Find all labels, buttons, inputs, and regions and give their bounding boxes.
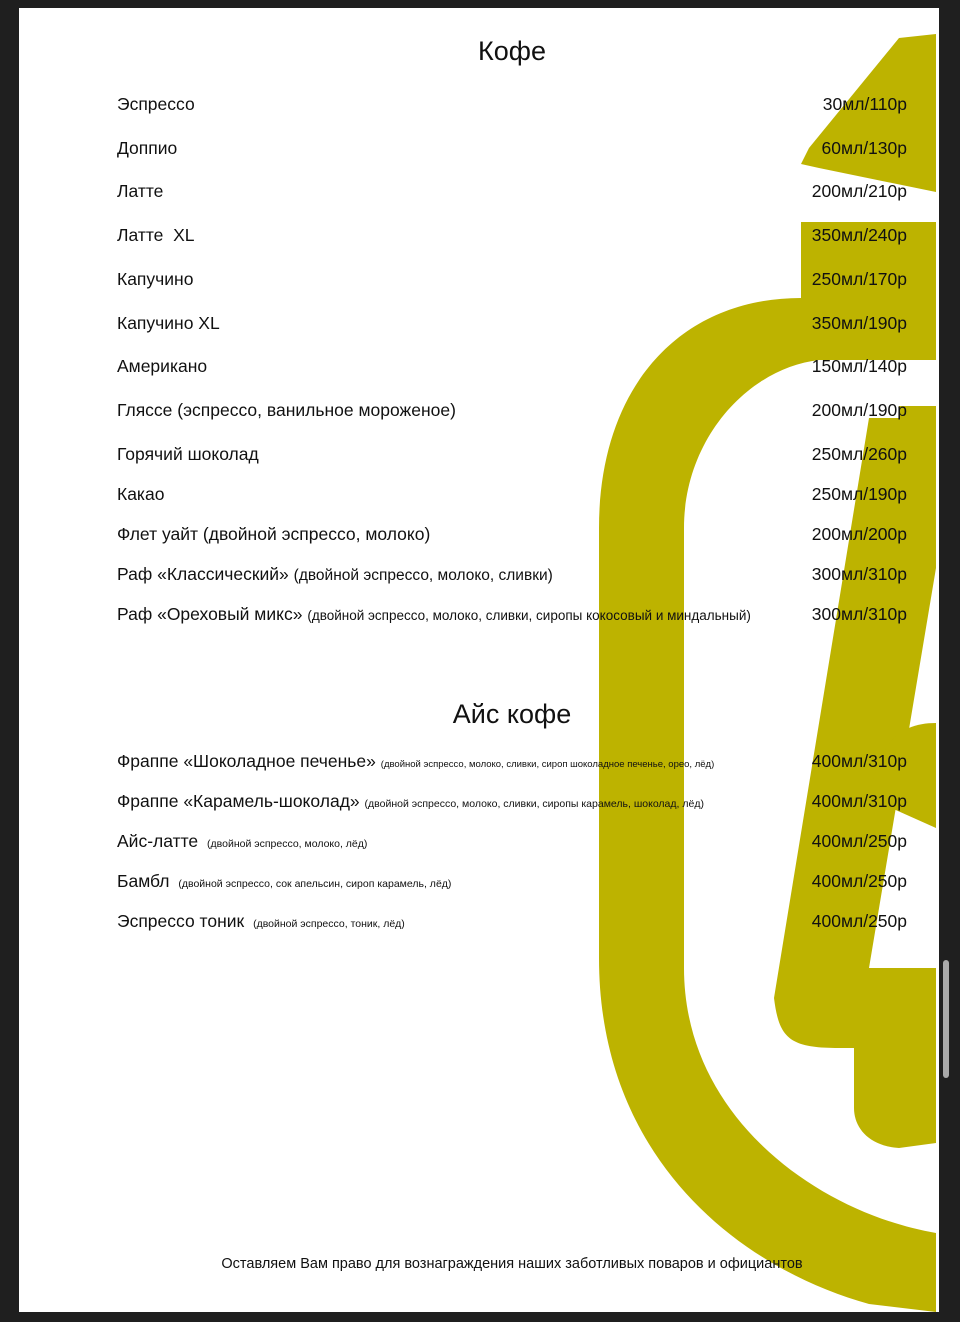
item-name: Эспрессо тоник: [117, 911, 245, 931]
menu-item: [117, 354, 907, 378]
menu-page: [19, 8, 939, 1312]
menu-item: [117, 562, 907, 586]
item-description: (двойной эспрессо, молоко, сливки, сироп шоколадное печенье, орео, лёд): [380, 759, 715, 770]
menu-item: [117, 267, 907, 291]
item-name: Фраппе «Карамель-шоколад»: [117, 791, 360, 811]
item-price: 350мл/240р: [811, 225, 907, 245]
menu-item: [117, 522, 907, 546]
item-description: (двойной эспрессо, молоко, лёд): [207, 838, 368, 850]
menu-item: [117, 136, 907, 160]
item-name: Капучино: [117, 269, 194, 289]
item-name: Доппио: [117, 138, 178, 158]
menu-item: [117, 442, 907, 466]
footer-note: Оставляем Вам право для вознаграждения наших заботливых поваров и официантов: [221, 1256, 803, 1272]
item-name: Латте: [117, 181, 164, 201]
item-description: (двойной эспрессо, сок апельсин, сироп карамель, лёд): [178, 878, 452, 890]
item-price: 30мл/110р: [822, 94, 907, 114]
item-name: Горячий шоколад: [117, 444, 259, 464]
coffee-section-title: Кофе: [478, 36, 546, 66]
item-price: 200мл/210р: [811, 181, 907, 201]
menu-item: [117, 829, 907, 853]
scrollbar-thumb[interactable]: [943, 960, 949, 1078]
item-price: 400мл/250р: [811, 911, 907, 931]
item-price: 200мл/200р: [811, 524, 907, 544]
item-price: 350мл/190р: [811, 313, 907, 333]
item-description: (двойной эспрессо, тоник, лёд): [253, 918, 405, 930]
menu-item: [117, 749, 907, 773]
item-price: 250мл/260р: [811, 444, 907, 464]
menu-item: [117, 311, 907, 335]
item-name: Бамбл: [117, 871, 170, 891]
item-name: Какао: [117, 484, 165, 504]
item-price: 200мл/190р: [811, 400, 907, 420]
item-price: 400мл/310р: [811, 751, 907, 771]
menu-item: [117, 869, 907, 893]
item-price: 300мл/310р: [811, 564, 907, 584]
item-price: 400мл/250р: [811, 831, 907, 851]
logo-watermark: [19, 8, 939, 1312]
item-name: Айс-латте: [117, 831, 199, 851]
item-description: (двойной эспрессо, молоко, сливки, сиропы карамель, шоколад, лёд): [364, 798, 704, 810]
item-name: Фраппе «Шоколадное печенье»: [117, 751, 376, 771]
iced-coffee-section-title: Айс кофе: [452, 699, 572, 729]
menu-item: [117, 398, 907, 422]
item-name: Гляссе (эспрессо, ванильное мороженое): [117, 400, 456, 420]
menu-item: [117, 789, 907, 813]
menu-item: [117, 482, 907, 506]
item-name: Эспрессо: [117, 94, 195, 114]
item-price: 250мл/170р: [811, 269, 907, 289]
item-description: (двойной эспрессо, молоко, сливки, сиропы кокосовый и миндальный): [307, 608, 751, 623]
item-name: Раф «Классический»: [117, 564, 289, 584]
item-name: Латте XL: [117, 225, 195, 245]
item-name: Флет уайт (двойной эспрессо, молоко): [117, 524, 431, 544]
item-name: Капучино XL: [117, 313, 220, 333]
item-description: (двойной эспрессо, молоко, сливки): [293, 567, 553, 584]
item-price: 400мл/250р: [811, 871, 907, 891]
item-price: 250мл/190р: [811, 484, 907, 504]
item-price: 60мл/130р: [821, 138, 907, 158]
item-price: 150мл/140р: [811, 356, 907, 376]
menu-item: [117, 223, 907, 247]
menu-item: [117, 92, 907, 116]
item-price: 300мл/310р: [811, 604, 907, 624]
menu-item: [117, 909, 907, 933]
item-name: Раф «Ореховый микс»: [117, 604, 303, 624]
menu-item: [117, 602, 907, 626]
menu-item: [117, 179, 907, 203]
item-price: 400мл/310р: [811, 791, 907, 811]
item-name: Американо: [117, 356, 208, 376]
